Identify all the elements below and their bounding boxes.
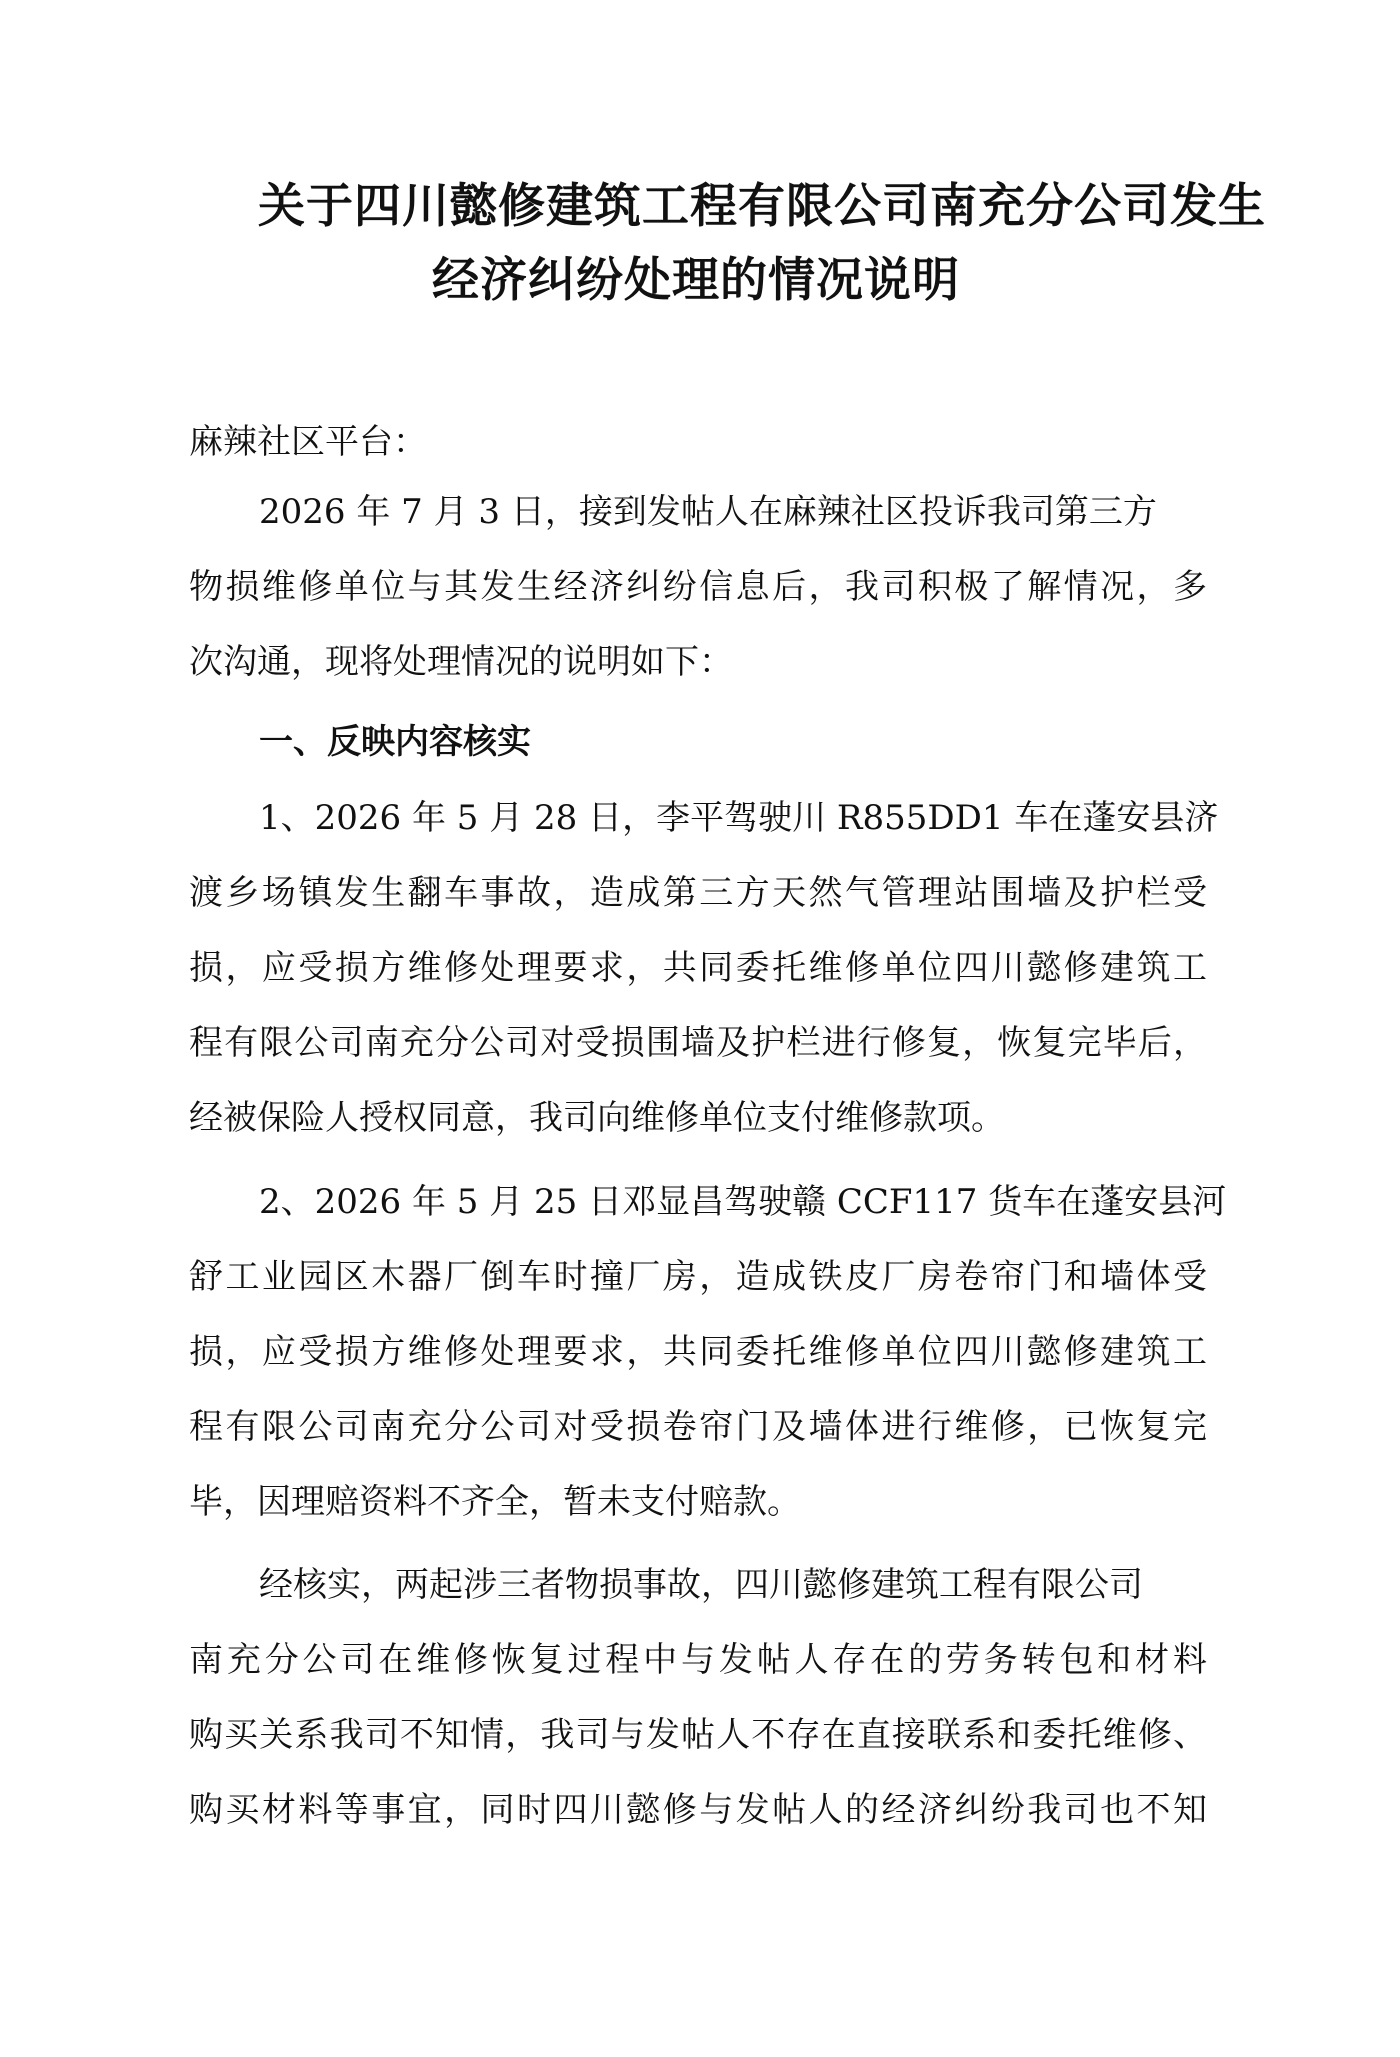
intro-paragraph [189,475,1207,700]
paragraph-line: 次沟通，现将处理情况的说明如下： [189,642,733,682]
paragraph-line: 经核实，两起涉三者物损事故，四川懿修建筑工程有限公司 [259,1565,1143,1605]
document-title-line-2: 经济纠纷处理的情况说明 [432,253,960,308]
item-2-paragraph [189,1165,1227,1540]
paragraph-line: 2026 年 7 月 3 日，接到发帖人在麻辣社区投诉我司第三方 [259,492,1157,532]
paragraph-line: 程有限公司南充分公司对受损围墙及护栏进行修复，恢复完毕后， [189,1023,1207,1063]
paragraph-line: 损，应受损方维修处理要求，共同委托维修单位四川懿修建筑工 [189,1332,1207,1372]
paragraph-line: 损，应受损方维修处理要求，共同委托维修单位四川懿修建筑工 [189,948,1207,988]
paragraph-line: 购买材料等事宜，同时四川懿修与发帖人的经济纠纷我司也不知 [189,1790,1207,1830]
paragraph-line: 渡乡场镇发生翻车事故，造成第三方天然气管理站围墙及护栏受 [189,873,1207,913]
salutation [189,405,1207,480]
paragraph-line: 物损维修单位与其发生经济纠纷信息后，我司积极了解情况，多 [189,567,1207,607]
document-title-line-1: 关于四川懿修建筑工程有限公司南充分公司发生 [258,179,1266,234]
item-1-paragraph [189,781,1219,1156]
paragraph-line: 程有限公司南充分公司对受损卷帘门及墙体进行维修，已恢复完 [189,1407,1207,1447]
paragraph-line: 舒工业园区木器厂倒车时撞厂房，造成铁皮厂房卷帘门和墙体受 [189,1257,1207,1297]
paragraph-line: 南充分公司在维修恢复过程中与发帖人存在的劳务转包和材料 [189,1640,1207,1680]
paragraph-line: 毕，因理赔资料不齐全，暂未支付赔款。 [189,1482,801,1522]
paragraph-line: 1、2026 年 5 月 28 日，李平驾驶川 R855DD1 车在蓬安县济 [259,798,1219,838]
section-heading-text: 一、反映内容核实 [259,722,531,762]
paragraph-line: 2、2026 年 5 月 25 日邓显昌驾驶赣 CCF117 货车在蓬安县河 [259,1182,1227,1222]
paragraph-line: 购买关系我司不知情，我司与发帖人不存在直接联系和委托维修、 [189,1715,1207,1755]
salutation-text: 麻辣社区平台： [189,422,427,462]
paragraph-line: 经被保险人授权同意，我司向维修单位支付维修款项。 [189,1098,1005,1138]
conclusion-paragraph [189,1548,1207,1848]
section-heading [189,705,1207,780]
